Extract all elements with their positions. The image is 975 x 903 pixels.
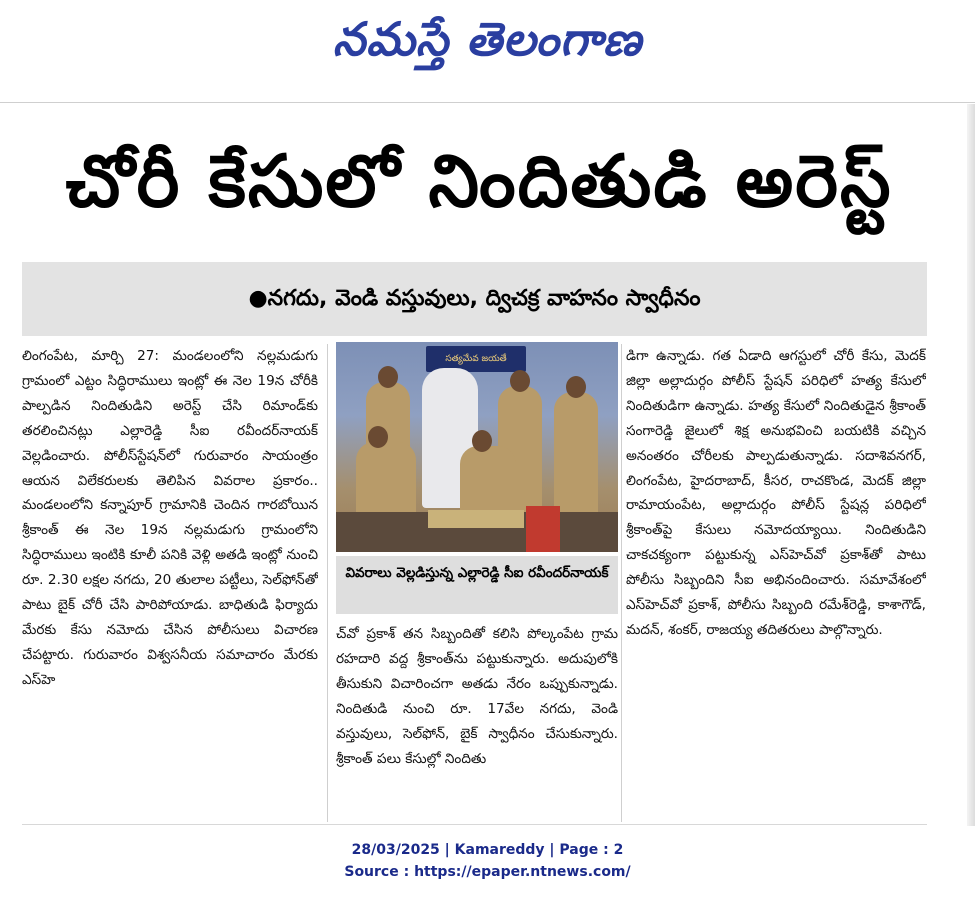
photo-caption: వివరాలు వెల్లడిస్తున్న ఎల్లారెడ్డి సీఐ రవీందర్‌నాయక్ [336,556,618,614]
footer-date-edition: 28/03/2025 | Kamareddy | Page : 2 [351,842,624,858]
newspaper-logo: నమస్తే తెలంగాణ [332,12,643,66]
article-column-2 [336,622,618,822]
page-edge-shadow [967,104,975,826]
article-column-3 [626,344,926,822]
footer-source: Source : https://epaper.ntnews.com/ [344,864,631,880]
red-cloth [526,506,560,552]
column-3-text: డిగా ఉన్నాడు. గత ఏడాది ఆగస్టులో చోరీ కేసు, మెదక్ జిల్లా అల్లాదుర్గం పోలీస్ స్టేషన్ పరిధిలో హత్య కేసులో నిందితుడిగా ఉన్నాడు. హత్య కేసులో నిందితుడైన శ్రీకాంత్ సంగారెడ్డి జైలులో శిక్ష అనుభవించి బయటికి వచ్చిన అనంతరం చోరీలకు పాల్పడుతున్నాడు. సదాశివనగర్, లింగంపేట, హైదరాబాద్, కీసర, రాచకొండ, మెదక్ జిల్లా రామాయంపేట, అల్లాదుర్గం పోలీస్ స్టేషన్ల పరిధిలో శ్రీకాంత్‌పై కేసులు నమోదయ్యాయి. నిందితుడిని చాకచక్యంగా పట్టుకున్న ఎస్‌హెచ్‌వో ప్రకాశ్‌తో పాటు పోలీసు సిబ్బందిని సీఐ అభినందించారు. సమావేశంలో ఎస్‌హెచ్‌వో ప్రకాశ్, పోలీసు సిబ్బంది రమేశ్‌రెడ్డి, కాశాగౌడ్, మదన్, శంకర్, రాజయ్య తదితరులు పాల్గొన్నారు. [626,348,926,638]
article-column-1 [22,344,318,822]
police-officer-figure [554,392,598,522]
column-divider [327,344,328,822]
seized-items [428,510,524,528]
column-1-text: లింగంపేట, మార్చి 27: మండలంలోని నల్లమడుగు గ్రామంలో ఎట్టం సిద్ధిరాములు ఇంట్లో ఈ నెల 19న చోరీకి పాల్పడిన నిందితుడిని అరెస్ట్ చేసి రిమాండ్‌కు తరలించినట్లు ఎల్లారెడ్డి సీఐ రవీందర్‌నాయక్ వెల్లడించారు. పోలీస్‌స్టేషన్‌లో గురువారం సాయంత్రం ఆయన విలేకరులకు తెలిపిన వివరాల ప్రకారం.. మండలంలోని కన్నాపూర్ గ్రామానికి చెందిన గారబోయిన శ్రీకాంత్ ఈ నెల 19న నల్లమడుగు గ్రామంలోని సిద్ధిరాములు ఇంటికి కూలీ పనికి వెళ్లి అతడి ఇంట్లో నుంచి రూ. 2.30 లక్షల నగదు, 20 తులాల పట్టీలు, సెల్‌ఫోన్‌తో పాటు బైక్ చోరీ చేసి పారిపోయాడు. బాధితుడి ఫిర్యాదు మేరకు కేసు నమోదు చేసిన పోలీసులు విచారణ చేపట్టారు. గురువారం విశ్వసనీయ సమాచారం మేరకు ఎస్‌హె [22,348,318,688]
article-subheadline: ●నగదు, వెండి వస్తువులు, ద్విచక్ర వాహనం స్వాధీనం [248,286,701,311]
subheadline-bar [22,262,927,336]
news-photo [336,342,618,552]
column-2-text: చ్‌వో ప్రకాశ్ తన సిబ్బందితో కలిసి పోల్కంపేట గ్రామ రహదారి వద్ద శ్రీకాంత్‌ను పట్టుకున్నారు. అదుపులోకి తీసుకుని విచారించగా అతడు నేరం ఒప్పుకున్నాడు. నిందితుడి నుంచి రూ. 17వేల నగదు, వెండి వస్తువులు, సెల్‌ఫోన్, బైక్ స్వాధీనం చేసుకున్నారు. శ్రీకాంత్ పలు కేసుల్లో నిందితు [336,626,618,767]
column-divider [621,344,622,822]
bottom-rule [22,824,927,825]
article-headline: చోరీ కేసులో నిందితుడి అరెస్ట్ [65,139,893,223]
masthead [0,0,975,103]
photo-banner-text: సత్యమేవ జయతే [445,354,507,364]
